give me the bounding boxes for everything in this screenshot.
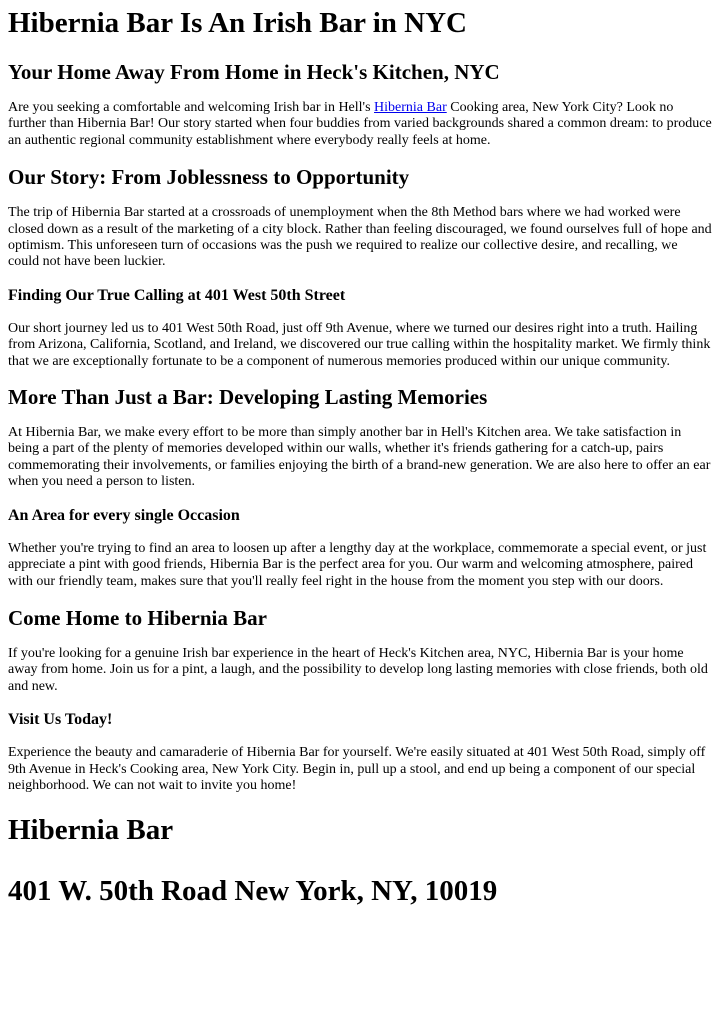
- occasion-heading: An Area for every single Occasion: [8, 506, 240, 524]
- come-home-heading: Come Home to Hibernia Bar: [8, 605, 267, 630]
- calling-heading: Finding Our True Calling at 401 West 50th Street: [8, 286, 346, 304]
- business-address: 401 W. 50th Road New York, NY, 10019: [8, 875, 498, 908]
- memories-heading: More Than Just a Bar: Developing Lasting Memories: [8, 385, 488, 410]
- hibernia-bar-link[interactable]: Hibernia Bar: [374, 100, 447, 115]
- intro-text-after: Cooking area, New York City? Look no further than Hibernia Bar! Our story started when four buddies from varied backgrounds shared a common dream: to produce an authentic regional community establishment where everybody really feels at home.: [8, 100, 712, 148]
- visit-paragraph: Experience the beauty and camaraderie of Hibernia Bar for yourself. We're easily situated at 401 West 50th Road, simply off 9th Avenue in Heck's Cooking area, New York City. Begin in, pull up a stool, and end up being a component of our special neighborhood. We can not wait to invite you home!: [8, 745, 706, 793]
- visit-heading: Visit Us Today!: [8, 711, 113, 729]
- page-title: Hibernia Bar Is An Irish Bar in NYC: [8, 7, 467, 39]
- article: [0, 6, 720, 908]
- come-home-paragraph: If you're looking for a genuine Irish bar experience in the heart of Heck's Kitchen area, NYC, Hibernia Bar is your home away from home. Join us for a pint, a laugh, and the possibility to develop long lasting memories with close friends, both old and new.: [8, 645, 708, 694]
- story-heading: Our Story: From Joblessness to Opportunity: [8, 165, 410, 190]
- memories-paragraph: At Hibernia Bar, we make every effort to be more than simply another bar in Hell's Kitchen area. We take satisfaction in being a part of the plenty of memories developed within our walls, whether it's friends gathering for a catch-up, pairs commemorating their involvements, or families enjoying the birth of a brand-new generation. We are also here to offer an ear when you need a person to listen.: [8, 425, 711, 490]
- story-paragraph: The trip of Hibernia Bar started at a crossroads of unemployment when the 8th Method bars where we had worked were closed down as a result of the marketing of a city block. Rather than feeling discouraged, we found ourselves full of hope and optimism. This unforeseen turn of occasions was the push we required to realize our collective desire, and recalling, we could not have been luckier.: [8, 205, 712, 270]
- page-subtitle: Your Home Away From Home in Heck's Kitchen, NYC: [8, 60, 500, 84]
- calling-paragraph: Our short journey led us to 401 West 50th Road, just off 9th Avenue, where we turned our desires right into a truth. Hailing from Arizona, California, Scotland, and Ireland, we discovered our true calling within the hospitality market. We firmly think that we are exceptionally fortunate to be a component of numerous memories produced within our unique community.: [8, 320, 711, 369]
- intro-text-before: Are you seeking a comfortable and welcoming Irish bar in Hell's: [8, 100, 375, 115]
- intro-paragraph: [8, 100, 712, 149]
- business-name: Hibernia Bar: [8, 814, 174, 847]
- occasion-paragraph: Whether you're trying to find an area to loosen up after a lengthy day at the workplace, commemorate a special event, or just appreciate a pint with good friends, Hibernia Bar is the perfect area for you. Our warm and welcoming atmosphere, paired with our friendly team, makes sure that you'll really feel right in the house from the moment you step with our doors.: [8, 540, 707, 589]
